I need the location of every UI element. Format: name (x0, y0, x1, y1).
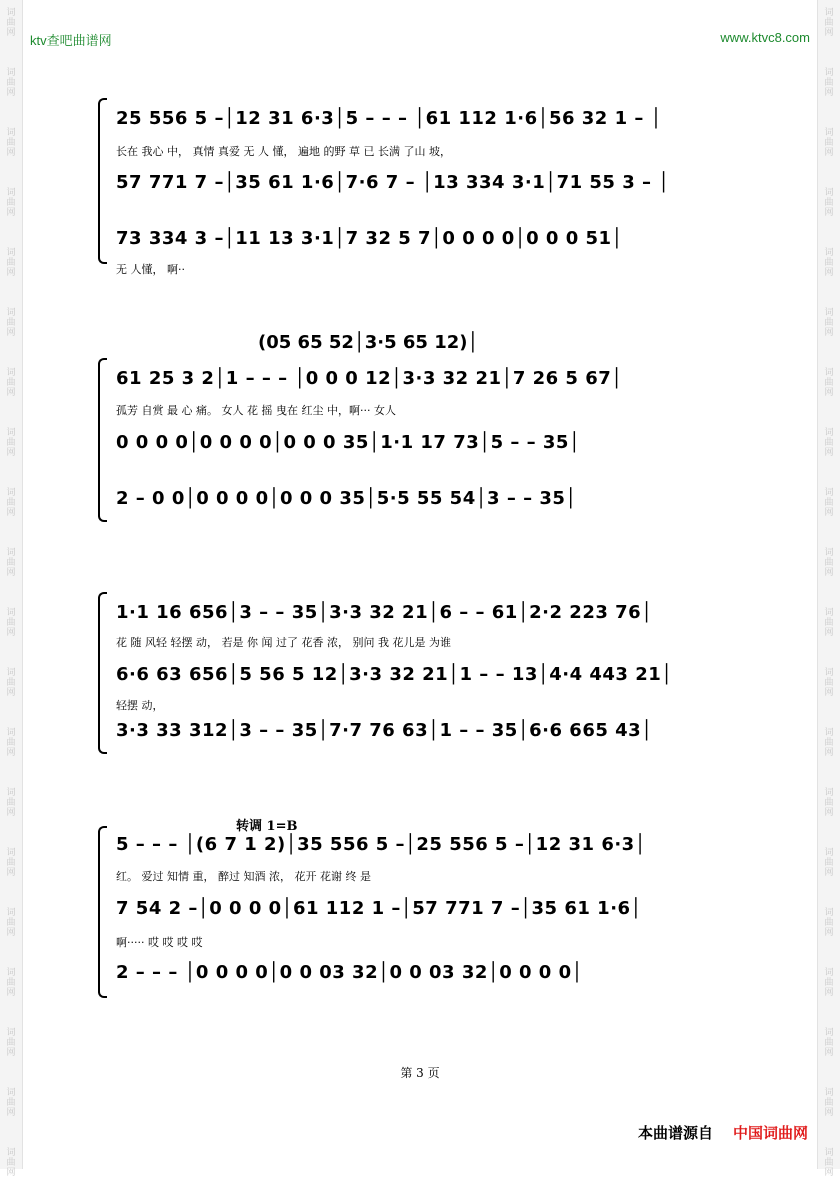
watermark-text: 词 曲 网 (6, 128, 16, 158)
watermark-text: 词 曲 网 (6, 308, 16, 338)
watermark-text: 词 曲 网 (824, 68, 834, 98)
score-system-1 (98, 98, 752, 276)
stave (116, 664, 752, 690)
watermark-text: 词 曲 网 (6, 248, 16, 278)
watermark-text: 词 曲 网 (824, 848, 834, 878)
watermark-text: 词 曲 网 (6, 1088, 16, 1118)
watermark-text: 词 曲 网 (6, 608, 16, 638)
right-watermark-strip (817, 0, 840, 1178)
score-system-2 (98, 358, 752, 522)
watermark-text: 词 曲 网 (824, 668, 834, 698)
stave (116, 962, 752, 988)
source-footer (638, 1122, 808, 1143)
score-system-4 (98, 826, 752, 996)
stave (116, 368, 752, 394)
site-link-left[interactable]: ktv查吧曲谱网 (30, 33, 112, 48)
lyric-line: 花 随 风轻 轻摆 动， 若是 你 闻 过了 花香 浓， 别问 我 花儿是 为谁 (116, 636, 451, 649)
notation-line: 6·6 63 656│5 56 5 12│3·3 32 21│1 – – 13│4·4 443 21│ (116, 664, 673, 685)
stave (116, 432, 752, 458)
lyric-line: 啊····· 哎 哎 哎 哎 (116, 936, 203, 949)
system-brace (98, 826, 107, 998)
watermark-text: 词 曲 网 (6, 968, 16, 998)
watermark-text: 词 曲 网 (824, 188, 834, 218)
lyric-line: 无 人懂， 啊·· (116, 263, 185, 276)
score-system-3 (98, 592, 752, 752)
lyric-line: 长在 我心 中， 真情 真爱 无 人 懂， 遍地 的野 草 已 长满 了山 坡， (116, 145, 451, 158)
notation-line: 57 771 7 –│35 61 1·6│7·6 7 – │13 334 3·1│71 55 3 – │ (116, 172, 670, 193)
notation-line: 2 – 0 0│0 0 0 0│0 0 0 35│5·5 55 54│3 – – 35│ (116, 488, 577, 509)
watermark-text: 词 曲 网 (824, 248, 834, 278)
watermark-text: 词 曲 网 (6, 428, 16, 458)
watermark-text: 词 曲 网 (824, 8, 834, 38)
watermark-text: 词 曲 网 (6, 788, 16, 818)
prelude-line: (05 65 52│3·5 65 12)│ (258, 332, 479, 353)
watermark-text: 词 曲 网 (824, 368, 834, 398)
stave (116, 602, 752, 628)
site-link-right[interactable]: www.ktvc8.com (720, 30, 810, 45)
watermark-text: 词 曲 网 (6, 188, 16, 218)
watermark-text: 词 曲 网 (824, 308, 834, 338)
watermark-text: 词 曲 网 (6, 668, 16, 698)
stave (116, 488, 752, 514)
watermark-text: 词 曲 网 (6, 1028, 16, 1058)
notation-line: 0 0 0 0│0 0 0 0│0 0 0 35│1·1 17 73│5 – – 35│ (116, 432, 581, 453)
watermark-text: 词 曲 网 (824, 428, 834, 458)
system-brace (98, 98, 107, 264)
notation-line: 3·3 33 312│3 – – 35│7·7 76 63│1 – – 35│6·6 665 43│ (116, 720, 653, 741)
page-number: 第 3 页 (400, 1066, 440, 1080)
stave (116, 172, 752, 198)
notation-line: 1·1 16 656│3 – – 35│3·3 32 21│6 – – 61│2·2 223 76│ (116, 602, 653, 623)
watermark-text: 词 曲 网 (6, 728, 16, 758)
watermark-text: 词 曲 网 (6, 1148, 16, 1178)
watermark-text: 词 曲 网 (824, 908, 834, 938)
stave (116, 834, 752, 860)
notation-line: 61 25 3 2│1 – – – │0 0 0 12│3·3 32 21│7 26 5 67│ (116, 368, 623, 389)
source-text: 本曲谱源自 (637, 1124, 713, 1142)
stave (116, 720, 752, 746)
notation-line: 5 – – – │(6 7 1 2)│35 556 5 –│25 556 5 –│12 31 6·3│ (116, 834, 647, 855)
notation-line: 25 556 5 –│12 31 6·3│5 – – – │61 112 1·6│56 32 1 – │ (116, 108, 662, 129)
stave (116, 108, 752, 134)
watermark-text: 词 曲 网 (6, 848, 16, 878)
key-change-label: 转调 1=B (236, 819, 298, 834)
notation-line: 7 54 2 –│0 0 0 0│61 112 1 –│57 771 7 –│35 61 1·6│ (116, 898, 642, 919)
watermark-text: 词 曲 网 (6, 368, 16, 398)
watermark-text: 词 曲 网 (824, 788, 834, 818)
watermark-text: 词 曲 网 (6, 548, 16, 578)
lyric-line: 红。 爱过 知情 重， 醉过 知酒 浓， 花开 花谢 终 是 (116, 870, 371, 883)
watermark-text: 词 曲 网 (824, 128, 834, 158)
watermark-text: 词 曲 网 (824, 548, 834, 578)
system-brace (98, 358, 107, 522)
notation-line: 2 – – – │0 0 0 0│0 0 03 32│0 0 03 32│0 0 0 0│ (116, 962, 583, 983)
watermark-text: 词 曲 网 (824, 1148, 834, 1178)
source-site-link[interactable]: 中国词曲网 (732, 1124, 808, 1142)
watermark-text: 词 曲 网 (824, 608, 834, 638)
notation-line: 73 334 3 –│11 13 3·1│7 32 5 7│0 0 0 0│0 0 0 51│ (116, 228, 623, 249)
watermark-text: 词 曲 网 (6, 488, 16, 518)
left-watermark-strip (0, 0, 23, 1178)
watermark-text: 词 曲 网 (824, 1088, 834, 1118)
lyric-line: 轻摆 动， (116, 699, 164, 712)
watermark-text: 词 曲 网 (824, 728, 834, 758)
watermark-text: 词 曲 网 (6, 68, 16, 98)
watermark-text: 词 曲 网 (6, 8, 16, 38)
lyric-line: 孤芳 自赏 最 心 痛。 女人 花 摇 曳在 红尘 中，啊··· 女人 (116, 404, 396, 417)
watermark-text: 词 曲 网 (6, 908, 16, 938)
watermark-text: 词 曲 网 (824, 488, 834, 518)
stave (116, 228, 752, 254)
system-brace (98, 592, 107, 754)
stave (116, 898, 752, 924)
watermark-text: 词 曲 网 (824, 968, 834, 998)
watermark-text: 词 曲 网 (824, 1028, 834, 1058)
